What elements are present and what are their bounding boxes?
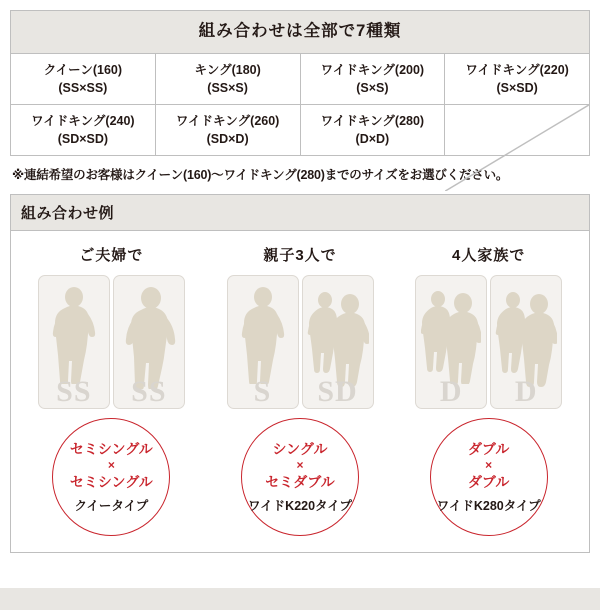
bed-ss-right	[113, 275, 185, 409]
bed-pair	[17, 275, 206, 409]
bed-size-label: SS	[56, 375, 92, 409]
bed-sd-right	[302, 275, 374, 409]
table-title: 組み合わせは全部で7種類	[11, 11, 590, 54]
table-cell-empty	[445, 105, 590, 156]
table-title-row	[11, 11, 590, 54]
table-row	[11, 105, 590, 156]
cell-line2: (SD×D)	[206, 132, 249, 147]
example-section	[10, 194, 590, 553]
page-root	[0, 10, 600, 610]
circle-type: クイータイプ	[74, 499, 149, 514]
cell-line2: (SS×SS)	[58, 81, 108, 96]
adult-figure-icon	[121, 284, 177, 389]
diagonal-line-icon	[445, 105, 589, 191]
cell-line1: ワイドキング(220)	[465, 62, 569, 77]
cell-line1: キング(180)	[194, 62, 261, 77]
table-cell-widek240	[11, 105, 156, 156]
table-cell-king180	[155, 53, 300, 104]
cell-line2: (SS×S)	[207, 81, 248, 96]
parent-child-figure-icon	[495, 284, 557, 389]
bed-size-label: D	[514, 375, 538, 409]
bed-pair	[206, 275, 395, 409]
circle-line3: ダブル	[467, 473, 510, 490]
table-cell-widek280	[300, 105, 445, 156]
parent-child-figure-icon	[421, 284, 481, 384]
bed-d-right	[490, 275, 562, 409]
circle-line1: セミシングル	[69, 440, 153, 457]
table-cell-widek200	[300, 53, 445, 104]
circle-times: ×	[107, 458, 115, 473]
cell-line1: ワイドキング(240)	[31, 114, 135, 129]
example-title: ご夫婦で	[79, 247, 144, 265]
cell-line2: (S×SD)	[496, 81, 538, 96]
example-item-family3	[206, 244, 395, 536]
example-title: 親子3人で	[263, 247, 337, 265]
table-row	[11, 53, 590, 104]
example-item-couple	[17, 244, 206, 536]
circle-times: ×	[296, 458, 304, 473]
bed-d-left	[415, 275, 487, 409]
cell-line2: (D×D)	[355, 132, 390, 147]
adult-figure-icon	[238, 284, 288, 384]
table-note: ※連結希望のお客様はクイーン(160)〜ワイドキング(280)までのサイズをお選びください。	[12, 168, 509, 183]
example-section-heading: 組み合わせ例	[11, 195, 589, 231]
bed-ss-left	[38, 275, 110, 409]
circle-times: ×	[485, 458, 493, 473]
table-cell-widek260	[155, 105, 300, 156]
circle-type: ワイドK220タイプ	[248, 499, 352, 514]
combination-table	[10, 10, 590, 156]
bed-size-label: SD	[317, 375, 358, 409]
circle-type: ワイドK280タイプ	[436, 499, 541, 514]
bed-pair	[394, 275, 583, 409]
cell-line1: クイーン(160)	[43, 62, 123, 77]
example-item-family4	[394, 244, 583, 536]
cell-line1: ワイドキング(260)	[175, 114, 280, 129]
cell-line2: (S×S)	[356, 81, 389, 96]
bed-size-label: D	[439, 375, 463, 409]
adult-figure-icon	[47, 284, 101, 384]
circle-line1: ダブル	[467, 440, 510, 457]
cell-line2: (SD×SD)	[57, 132, 109, 147]
bed-size-label: S	[253, 375, 272, 409]
circle-line3: セミダブル	[265, 473, 335, 490]
bottom-bar	[0, 588, 600, 610]
circle-line3: セミシングル	[69, 473, 153, 490]
bed-s-left	[227, 275, 299, 409]
table-cell-queen160	[11, 53, 156, 104]
cell-line1: ワイドキング(280)	[320, 114, 425, 129]
example-list	[11, 231, 589, 552]
example-circle-family4	[430, 418, 548, 536]
table-cell-widek220	[445, 53, 590, 104]
parent-child-figure-icon	[307, 284, 369, 389]
example-circle-family3	[241, 418, 359, 536]
example-circle-couple	[52, 418, 170, 536]
bed-size-label: SS	[131, 375, 167, 409]
example-title: 4人家族で	[452, 247, 526, 265]
cell-line1: ワイドキング(200)	[320, 62, 425, 77]
circle-line1: シングル	[272, 440, 328, 457]
